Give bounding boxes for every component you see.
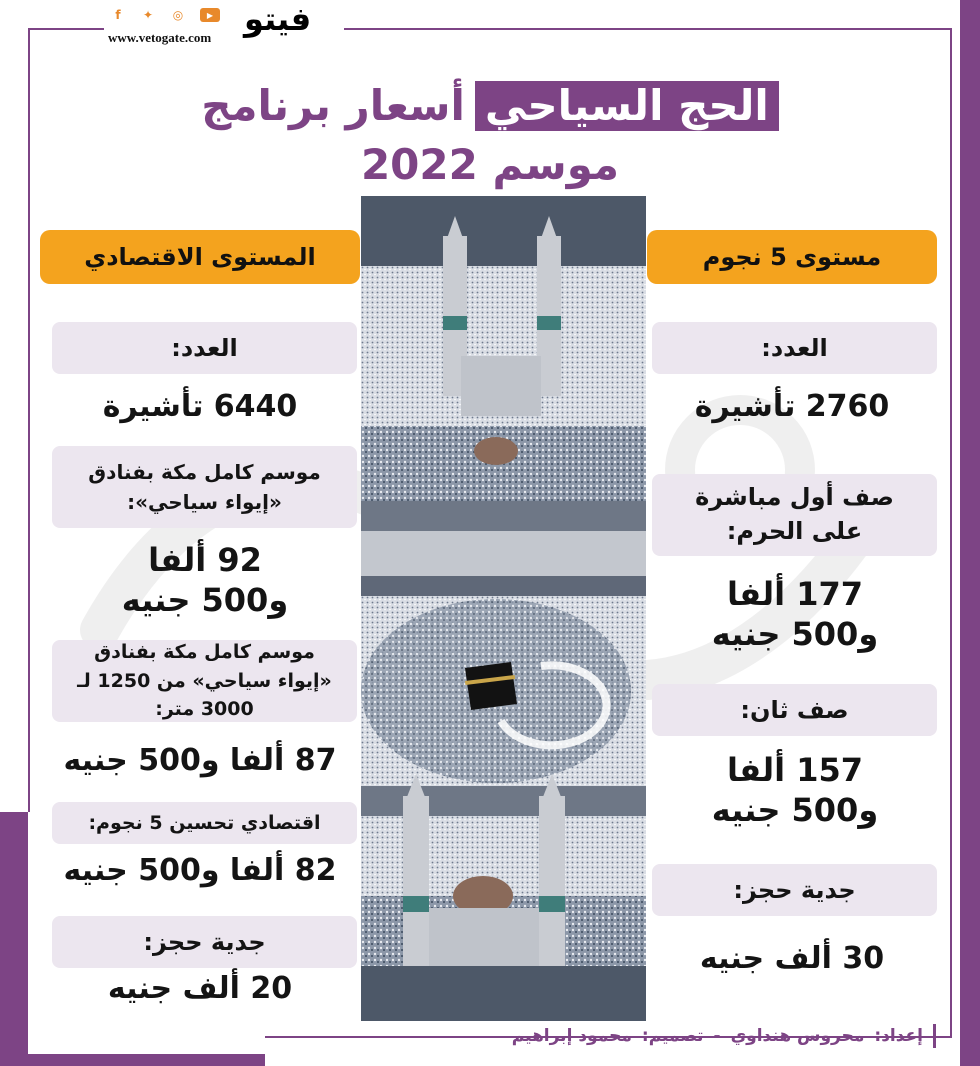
economy-row1-label: موسم كامل مكة بفنادق «إيواء سياحي»: bbox=[52, 446, 357, 528]
economy-count-value: 6440 تأشيرة bbox=[102, 389, 298, 424]
haram-photo bbox=[361, 196, 646, 1021]
economy-deposit-label: جدية حجز: bbox=[52, 916, 357, 968]
credits-bar bbox=[933, 1024, 936, 1048]
prep-label: إعداد: bbox=[874, 1026, 923, 1046]
five-star-row1-value: 177 ألفا و500 جنيه bbox=[711, 575, 879, 653]
economy-row3-label: اقتصادي تحسين 5 نجوم: bbox=[52, 802, 357, 844]
headline-text: أسعار برنامج bbox=[201, 81, 465, 130]
economy-row1-value: 92 ألفا و500 جنيه bbox=[121, 541, 289, 619]
brand-logo: فيتو bbox=[244, 0, 312, 38]
facebook-icon[interactable]: f bbox=[115, 8, 121, 22]
five-star-count-label: العدد: bbox=[652, 322, 937, 374]
credits-separator: - bbox=[713, 1026, 721, 1046]
design-name: محمود إبراهيم bbox=[511, 1026, 632, 1046]
headline-highlight: الحج السياحي bbox=[475, 81, 779, 131]
logo-block bbox=[104, 0, 344, 46]
season-title: موسم 2022 bbox=[360, 140, 620, 189]
economy-deposit-value: 20 ألف جنيه bbox=[107, 971, 293, 1006]
youtube-icon[interactable]: ▶ bbox=[200, 8, 220, 22]
five-star-deposit-value: 30 ألف جنيه bbox=[699, 941, 885, 976]
five-star-count-value: 2760 تأشيرة bbox=[694, 389, 890, 424]
frame-bottom-bar bbox=[0, 1054, 265, 1066]
social-icons bbox=[110, 8, 220, 22]
design-label: تصميم: bbox=[641, 1026, 704, 1046]
twitter-icon[interactable]: ✦ bbox=[142, 8, 154, 22]
prep-name: محروس هنداوي bbox=[730, 1026, 865, 1046]
credits bbox=[456, 1020, 936, 1052]
five-star-row2-value: 157 ألفا و500 جنيه bbox=[711, 751, 879, 829]
frame-left-bar bbox=[0, 812, 28, 1066]
instagram-icon[interactable]: ◎ bbox=[172, 8, 184, 22]
economy-row2-value: 87 ألفا و500 جنيه bbox=[63, 743, 337, 778]
site-url[interactable]: www.vetogate.com bbox=[108, 30, 212, 45]
five-star-row2-label: صف ثان: bbox=[652, 684, 937, 736]
five-star-row1-label: صف أول مباشرة على الحرم: bbox=[652, 474, 937, 556]
economy-count-label: العدد: bbox=[52, 322, 357, 374]
headline bbox=[140, 78, 840, 132]
economy-header: المستوى الاقتصادي bbox=[40, 230, 360, 284]
economy-row3-value: 82 ألفا و500 جنيه bbox=[63, 853, 337, 888]
five-star-deposit-label: جدية حجز: bbox=[652, 864, 937, 916]
economy-row2-label: موسم كامل مكة بفنادق «إيواء سياحي» من 1250 لـ 3000 متر: bbox=[52, 640, 357, 722]
five-star-header: مستوى 5 نجوم bbox=[647, 230, 937, 284]
